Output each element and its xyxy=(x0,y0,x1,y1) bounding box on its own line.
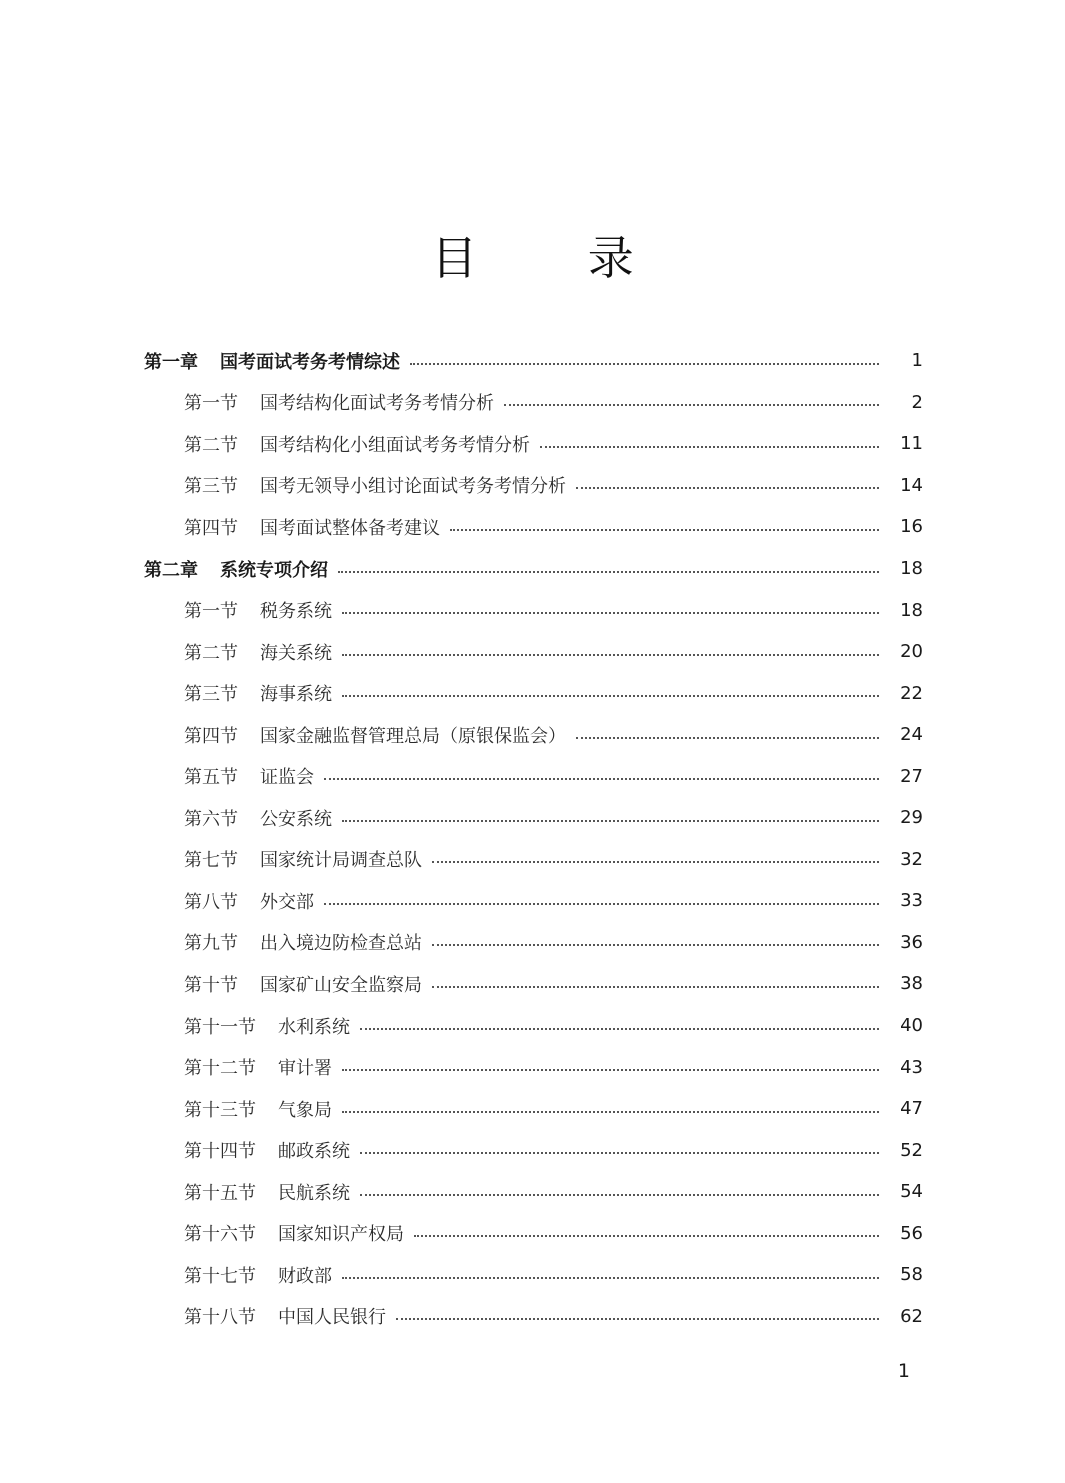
toc-entry-page: 56 xyxy=(900,1222,923,1244)
toc-entry-title: 税务系统 xyxy=(260,601,332,623)
toc-entry-title: 民航系统 xyxy=(278,1182,350,1204)
toc-entry-title: 财政部 xyxy=(278,1265,332,1287)
toc-entry-title: 国家统计局调查总队 xyxy=(260,850,422,872)
toc-entry-page: 2 xyxy=(911,391,923,413)
toc-dot-leader xyxy=(342,654,879,656)
toc-entry-page: 11 xyxy=(900,433,923,455)
toc-section-entry[interactable] xyxy=(0,714,1065,756)
toc-entry-title: 国考结构化小组面试考务考情分析 xyxy=(260,434,530,456)
toc-entry-title: 出入境边防检查总站 xyxy=(260,933,422,955)
toc-entry-title: 国家知识产权局 xyxy=(278,1224,404,1246)
toc-entry-page: 33 xyxy=(900,890,923,912)
toc-entry-page: 18 xyxy=(900,558,923,579)
toc-entry-label: 第三节 xyxy=(184,476,238,498)
toc-entry-page: 1 xyxy=(911,350,923,372)
toc-entry-title: 水利系统 xyxy=(278,1016,350,1038)
toc-entry-page: 47 xyxy=(900,1098,923,1120)
toc-entry-title: 国考面试考务考情综述 xyxy=(220,351,400,373)
toc-dot-leader xyxy=(342,1277,879,1279)
toc-entry-label: 第十二节 xyxy=(184,1058,256,1080)
toc-entry-label: 第十一节 xyxy=(184,1016,256,1038)
toc-entry-page: 14 xyxy=(900,474,923,496)
toc-entry-title: 海关系统 xyxy=(260,642,332,664)
toc-section-entry[interactable] xyxy=(0,1254,1065,1296)
page-number: 1 xyxy=(897,1360,910,1382)
toc-entry-label: 第十四节 xyxy=(184,1141,256,1163)
page-title: 目 录 xyxy=(431,231,682,285)
toc-entry-page: 32 xyxy=(900,848,923,870)
toc-entry-page: 62 xyxy=(900,1305,923,1327)
toc-entry-page: 16 xyxy=(900,516,923,538)
toc-section-entry[interactable] xyxy=(0,963,1065,1005)
toc-entry-label: 第一节 xyxy=(184,393,238,415)
toc-dot-leader xyxy=(342,612,879,614)
toc-entry-title: 外交部 xyxy=(260,891,314,913)
toc-entry-label: 第四节 xyxy=(184,517,238,539)
toc-entry-title: 海事系统 xyxy=(260,684,332,706)
toc-dot-leader xyxy=(342,1069,879,1071)
toc-section-entry[interactable] xyxy=(0,631,1065,673)
toc-dot-leader xyxy=(540,446,879,448)
toc-section-entry[interactable] xyxy=(0,1046,1065,1088)
toc-entry-label: 第五节 xyxy=(184,767,238,789)
toc-dot-leader xyxy=(450,529,879,531)
toc-entry-label: 第九节 xyxy=(184,933,238,955)
toc-entry-page: 40 xyxy=(900,1015,923,1037)
toc-entry-title: 国家金融监督管理总局（原银保监会） xyxy=(260,725,566,747)
toc-dot-leader xyxy=(414,1235,879,1237)
toc-entry-title: 气象局 xyxy=(278,1099,332,1121)
toc-section-entry[interactable] xyxy=(0,1296,1065,1338)
toc-dot-leader xyxy=(342,820,879,822)
toc-entry-title: 邮政系统 xyxy=(278,1141,350,1163)
toc-section-entry[interactable] xyxy=(0,1129,1065,1171)
toc-entry-page: 27 xyxy=(900,765,923,787)
toc-section-entry[interactable] xyxy=(0,1212,1065,1254)
toc-section-entry[interactable] xyxy=(0,922,1065,964)
toc-entry-page: 36 xyxy=(900,931,923,953)
toc-dot-leader xyxy=(342,1111,879,1113)
toc-entry-label: 第十三节 xyxy=(184,1099,256,1121)
toc-section-entry[interactable] xyxy=(0,839,1065,881)
toc-entry-label: 第二节 xyxy=(184,434,238,456)
toc-chapter-entry[interactable] xyxy=(0,548,1065,590)
toc-section-entry[interactable] xyxy=(0,506,1065,548)
toc-entry-label: 第十节 xyxy=(184,974,238,996)
toc-dot-leader xyxy=(432,861,879,863)
toc-entry-title: 国考结构化面试考务考情分析 xyxy=(260,393,494,415)
toc-dot-leader xyxy=(576,487,879,489)
toc-entry-label: 第十八节 xyxy=(184,1307,256,1329)
toc-section-entry[interactable] xyxy=(0,797,1065,839)
toc-entry-title: 国考面试整体备考建议 xyxy=(260,517,440,539)
toc-dot-leader xyxy=(576,737,879,739)
toc-entry-page: 43 xyxy=(900,1056,923,1078)
toc-entry-label: 第四节 xyxy=(184,725,238,747)
toc-entry-title: 国家矿山安全监察局 xyxy=(260,974,422,996)
toc-dot-leader xyxy=(360,1152,879,1154)
toc-entry-page: 20 xyxy=(900,641,923,663)
toc-entry-label: 第三节 xyxy=(184,684,238,706)
toc-dot-leader xyxy=(324,903,879,905)
toc-entry-title: 系统专项介绍 xyxy=(220,559,328,581)
toc-entry-page: 22 xyxy=(900,682,923,704)
toc-section-entry[interactable] xyxy=(0,1088,1065,1130)
toc-entry-label: 第二章 xyxy=(144,559,198,581)
toc-dot-leader xyxy=(410,363,879,365)
toc-entry-title: 国考无领导小组讨论面试考务考情分析 xyxy=(260,476,566,498)
toc-dot-leader xyxy=(338,571,879,573)
toc-section-entry[interactable] xyxy=(0,755,1065,797)
toc-entry-page: 29 xyxy=(900,807,923,829)
toc-entry-page: 52 xyxy=(900,1139,923,1161)
toc-entry-title: 审计署 xyxy=(278,1058,332,1080)
toc-entry-label: 第一节 xyxy=(184,601,238,623)
toc-entry-label: 第一章 xyxy=(144,351,198,373)
toc-section-entry[interactable] xyxy=(0,465,1065,507)
toc-entry-label: 第二节 xyxy=(184,642,238,664)
toc-entry-title: 中国人民银行 xyxy=(278,1307,386,1329)
toc-dot-leader xyxy=(504,404,879,406)
toc-dot-leader xyxy=(324,778,879,780)
toc-entry-title: 证监会 xyxy=(260,767,314,789)
toc-entry-page: 54 xyxy=(900,1181,923,1203)
toc-entry-page: 18 xyxy=(900,599,923,621)
toc-section-entry[interactable] xyxy=(0,423,1065,465)
toc-entry-label: 第十六节 xyxy=(184,1224,256,1246)
toc-dot-leader xyxy=(360,1028,879,1030)
toc-entry-label: 第七节 xyxy=(184,850,238,872)
toc-entry-title: 公安系统 xyxy=(260,808,332,830)
toc-section-entry[interactable] xyxy=(0,880,1065,922)
toc-section-entry[interactable] xyxy=(0,1171,1065,1213)
toc-dot-leader xyxy=(360,1194,879,1196)
toc-section-entry[interactable] xyxy=(0,672,1065,714)
toc-chapter-entry[interactable] xyxy=(0,340,1065,382)
toc-dot-leader xyxy=(396,1318,879,1320)
toc-entry-label: 第十五节 xyxy=(184,1182,256,1204)
toc-section-entry[interactable] xyxy=(0,1005,1065,1047)
toc-entry-label: 第十七节 xyxy=(184,1265,256,1287)
toc-entry-label: 第六节 xyxy=(184,808,238,830)
toc-entry-page: 58 xyxy=(900,1264,923,1286)
toc-entry-label: 第八节 xyxy=(184,891,238,913)
toc-dot-leader xyxy=(342,695,879,697)
toc-dot-leader xyxy=(432,986,879,988)
toc-entry-page: 38 xyxy=(900,973,923,995)
toc-dot-leader xyxy=(432,944,879,946)
toc-entry-page: 24 xyxy=(900,724,923,746)
table-of-contents xyxy=(0,340,1065,1337)
toc-section-entry[interactable] xyxy=(0,589,1065,631)
toc-section-entry[interactable] xyxy=(0,382,1065,424)
